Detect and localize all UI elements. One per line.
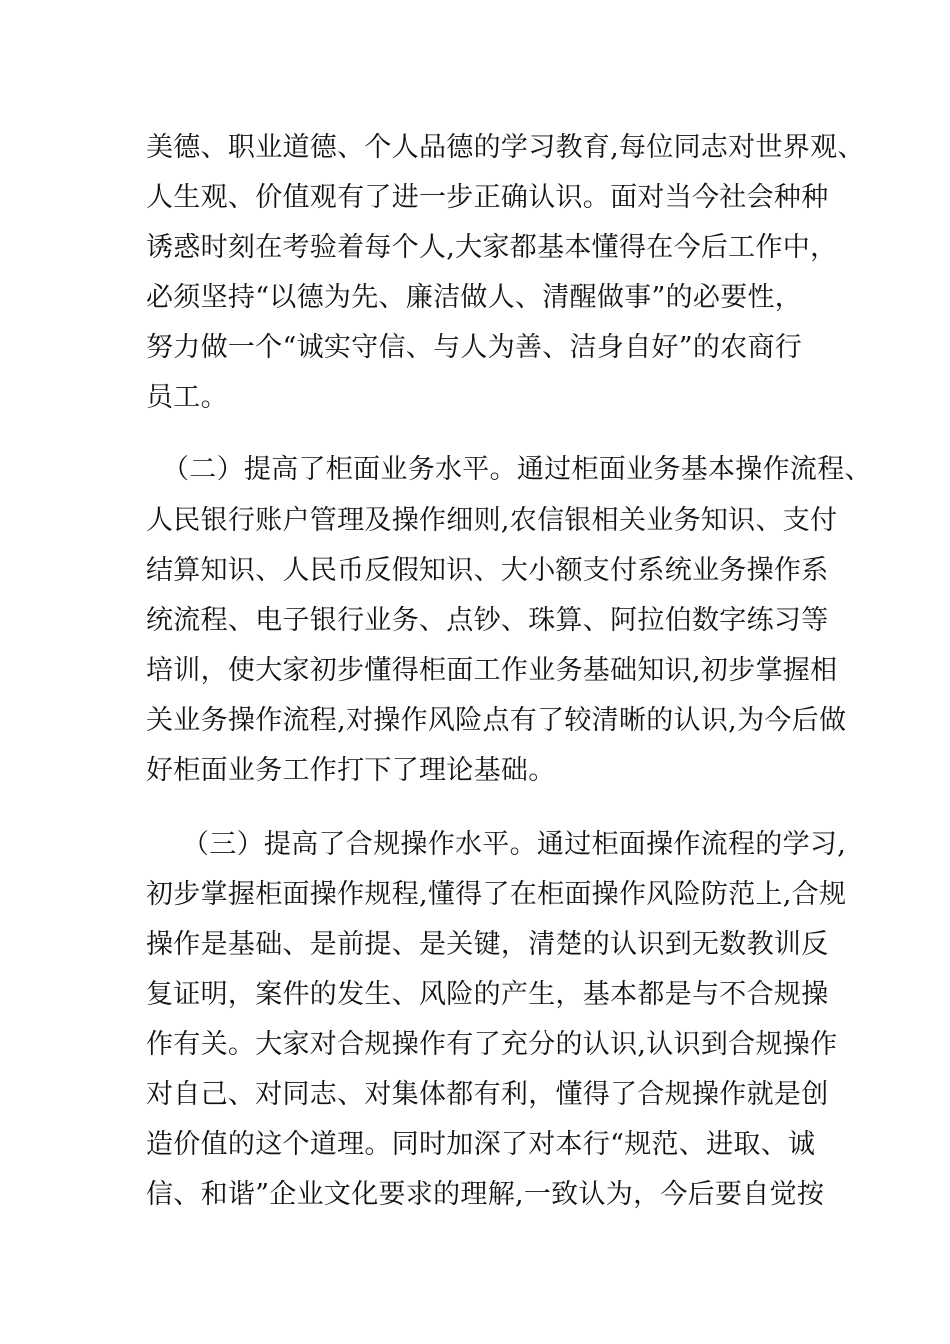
paragraph-1-line-3: 诱惑时刻在考验着每个人,大家都基本懂得在今后工作中，: [146, 232, 838, 263]
paragraph-2-line-6: 关业务操作流程,对操作风险点有了较清晰的认识,为今后做: [146, 705, 847, 736]
paragraph-3-line-7: 造价值的这个道理。同时加深了对本行“规范、进取、诚: [146, 1129, 816, 1160]
paragraph-3-line-1: （三）提高了合规操作水平。通过柜面操作流程的学习,: [182, 829, 847, 860]
paragraph-2-line-5: 培训，使大家初步懂得柜面工作业务基础知识,初步掌握相: [146, 655, 838, 686]
paragraph-3-line-5: 作有关。大家对合规操作有了充分的认识,认识到合规操作: [146, 1029, 838, 1060]
paragraph-2-line-4: 统流程、电子银行业务、点钞、珠算、阿拉伯数字练习等: [146, 605, 829, 636]
paragraph-1-line-6: 员工。: [146, 382, 228, 413]
paragraph-3-line-8: 信、和谐”企业文化要求的理解,一致认为，今后要自觉按: [146, 1179, 825, 1210]
paragraph-3-line-6: 对自己、对同志、对集体都有利，懂得了合规操作就是创: [146, 1079, 829, 1110]
paragraph-1-line-1: 美德、职业道德、个人品德的学习教育,每位同志对世界观、: [146, 132, 865, 163]
paragraph-1-line-2: 人生观、价值观有了进一步正确认识。面对当今社会种种: [146, 182, 829, 213]
paragraph-2-line-1: （二）提高了柜面业务水平。通过柜面业务基本操作流程、: [162, 454, 872, 485]
paragraph-3-line-2: 初步掌握柜面操作规程,懂得了在柜面操作风险防范上,合规: [146, 879, 847, 910]
paragraph-2-line-2: 人民银行账户管理及操作细则,农信银相关业务知识、支付: [146, 505, 838, 536]
paragraph-3-line-3: 操作是基础、是前提、是关键，清楚的认识到无数教训反: [146, 929, 829, 960]
paragraph-1-line-4: 必须坚持“以德为先、廉洁做人、清醒做事”的必要性，: [146, 282, 803, 313]
paragraph-3-line-4: 复证明，案件的发生、风险的产生，基本都是与不合规操: [146, 979, 829, 1010]
paragraph-1-line-5: 努力做一个“诚实守信、与人为善、洁身自好”的农商行: [146, 332, 803, 363]
paragraph-2-line-3: 结算知识、人民币反假知识、大小额支付系统业务操作系: [146, 555, 829, 586]
paragraph-2-line-7: 好柜面业务工作打下了理论基础。: [146, 755, 556, 786]
